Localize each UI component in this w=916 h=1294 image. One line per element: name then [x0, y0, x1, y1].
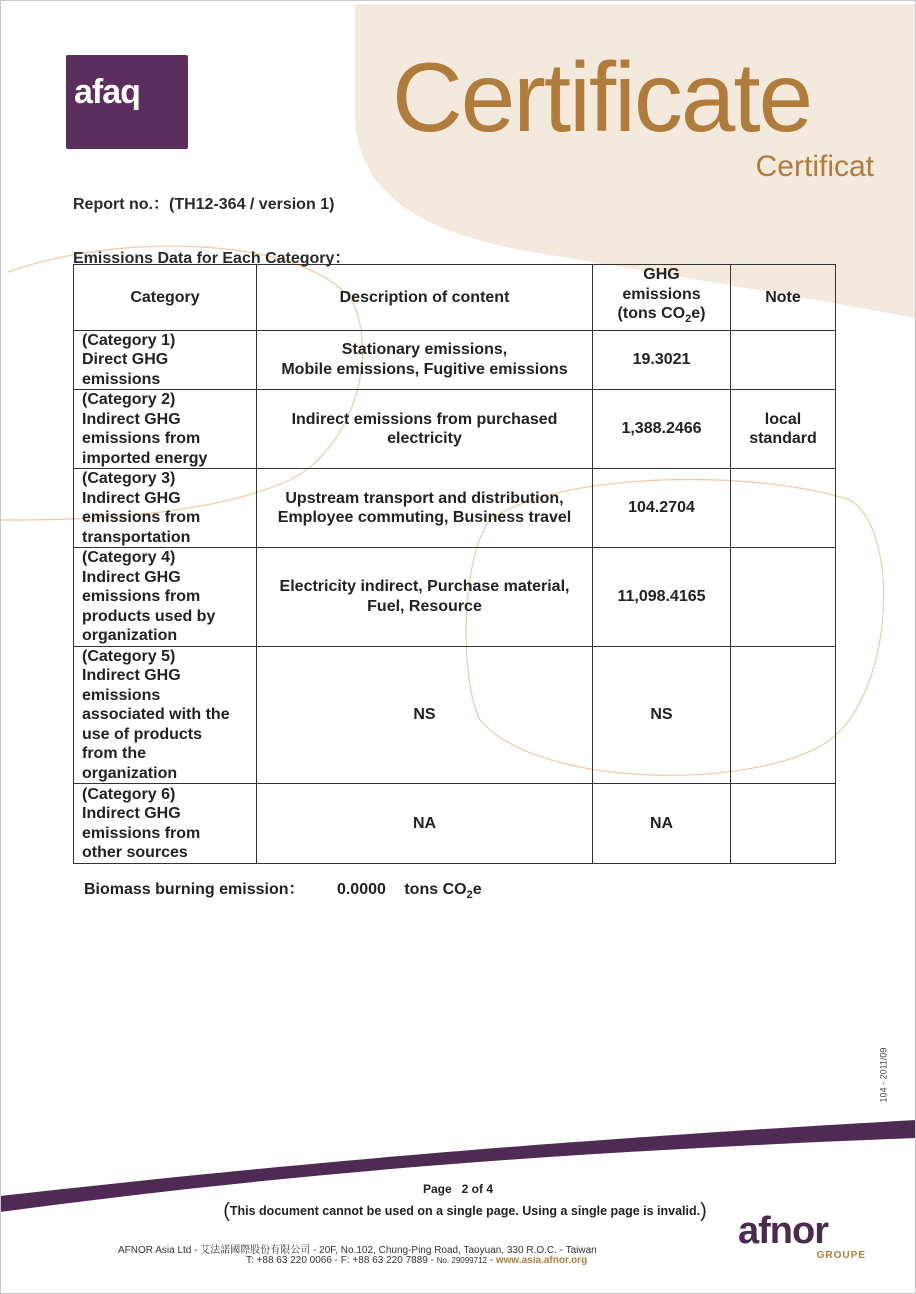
category-cell-line: from the — [82, 745, 146, 763]
category-cell-line: products used by — [82, 607, 216, 625]
afaq-logo-text: afaq — [74, 73, 140, 111]
emission-value-cell: 11,098.4165 — [593, 548, 731, 647]
description-cell — [257, 646, 593, 784]
address-line-2 — [246, 1255, 587, 1266]
category-cell-line: (Category 4) — [82, 549, 176, 567]
disclaimer-text: This document cannot be used on a single page. Using a single page is invalid. — [229, 1204, 701, 1218]
form-code-text: 104 - 2011/09 — [878, 1047, 889, 1103]
page-of: 2 of 4 — [461, 1182, 494, 1196]
biomass-unit-post: e — [472, 881, 482, 898]
description-cell — [257, 784, 593, 864]
afnor-logo-text: afnor — [738, 1210, 828, 1252]
category-cell-line: (Category 5) — [82, 647, 176, 665]
address-phone: T: +88 63 220 0066 - F: +88 63 220 7889 - — [246, 1255, 437, 1266]
header-description: Description of content — [257, 265, 593, 331]
description-cell — [257, 469, 593, 548]
page-number — [0, 1182, 916, 1196]
paren-open: ( — [223, 1200, 230, 1222]
biomass-unit-sub: 2 — [466, 889, 473, 902]
description-cell-line: Fuel, Resource — [367, 597, 482, 615]
header-ghg-unit-pre: (tons CO — [617, 305, 686, 322]
header-category: Category — [74, 265, 257, 331]
category-cell-line: (Category 1) — [82, 331, 176, 349]
description-cell — [257, 390, 593, 469]
category-cell-line: emissions from — [82, 430, 201, 448]
category-cell-line: Indirect GHG — [82, 410, 181, 428]
section-title: Emissions Data for Each Category： — [73, 250, 351, 267]
category-cell-line: Indirect GHG — [82, 568, 181, 586]
category-cell-line: emissions from — [82, 509, 201, 527]
category-cell-line: (Category 2) — [82, 391, 176, 409]
website-link[interactable]: www.asia.afnor.org — [495, 1255, 588, 1266]
biomass-unit — [404, 881, 482, 902]
category-cell-line: organization — [82, 627, 178, 645]
table-header-row — [74, 265, 836, 331]
header-ghg-line2: emissions — [622, 285, 701, 303]
description-cell — [257, 548, 593, 647]
table-row — [74, 390, 836, 469]
note-cell — [731, 784, 836, 864]
category-cell-line: emissions from — [82, 588, 201, 606]
description-cell-line: electricity — [387, 430, 462, 448]
paren-close: ) — [700, 1200, 707, 1222]
footer-purple-band — [0, 1120, 916, 1212]
description-cell — [257, 330, 593, 390]
certificate-title: Certificate — [392, 42, 812, 152]
note-cell — [731, 548, 836, 647]
header-ghg-unit-post: e) — [691, 305, 706, 322]
table-row — [74, 784, 836, 864]
emission-value-cell: NA — [593, 784, 731, 864]
category-cell — [74, 390, 257, 469]
address-line-1: AFNOR Asia Ltd - 艾法諾國際股份有限公司 - 20F, No.102, Chung-Ping Road, Taoyuan, 330 R.O.C. - Taiwan — [118, 1245, 597, 1256]
category-cell-line: Indirect GHG — [82, 667, 181, 685]
category-cell — [74, 646, 257, 784]
report-number: Report no.：(TH12-364 / version 1) — [73, 196, 335, 213]
address-sep: - — [486, 1255, 496, 1266]
description-cell-line: Stationary emissions, — [341, 341, 508, 359]
emission-value-cell: 1,388.2466 — [593, 390, 731, 469]
note-cell — [731, 390, 836, 469]
header-ghg-unit-sub: 2 — [685, 313, 692, 326]
emission-value-cell: NS — [593, 646, 731, 784]
table-row — [74, 646, 836, 784]
table-row — [74, 330, 836, 390]
note-cell-line: local — [764, 410, 802, 428]
category-cell-line: emissions — [82, 370, 161, 388]
header-ghg-line1: GHG — [643, 266, 680, 283]
biomass-value: 0.0000 — [336, 881, 386, 898]
page-label: Page — [422, 1182, 452, 1196]
description-cell-line: Indirect emissions from purchased — [291, 410, 558, 428]
address-number: No. 29099712 — [436, 1256, 487, 1265]
description-cell-line: NS — [413, 706, 436, 724]
category-cell-line: (Category 3) — [82, 470, 176, 488]
form-code — [878, 1046, 896, 1106]
emissions-table — [73, 264, 836, 864]
category-cell-line: associated with the — [82, 706, 230, 724]
category-cell-line: (Category 6) — [82, 785, 176, 803]
description-cell-line: Employee commuting, Business travel — [277, 509, 572, 527]
category-cell-line: use of products — [82, 725, 203, 743]
description-cell-line: NA — [412, 814, 437, 832]
category-cell-line: imported energy — [82, 449, 208, 467]
header-ghg — [593, 265, 731, 331]
afnor-groupe-text: GROUPE — [816, 1250, 866, 1261]
description-cell-line: Upstream transport and distribution, — [285, 489, 564, 507]
emission-value-cell: 19.3021 — [593, 330, 731, 390]
category-cell-line: other sources — [82, 844, 188, 862]
note-cell-line: standard — [749, 430, 817, 448]
table-row — [74, 469, 836, 548]
table-body — [74, 330, 836, 864]
note-cell — [731, 469, 836, 548]
emission-value-cell: 104.2704 — [593, 469, 731, 548]
header-ghg-line3 — [599, 304, 724, 330]
afaq-logo — [66, 55, 188, 149]
category-cell — [74, 784, 257, 864]
category-cell-line: Indirect GHG — [82, 489, 181, 507]
category-cell — [74, 469, 257, 548]
biomass-unit-pre: tons CO — [404, 881, 467, 898]
category-cell-line: transportation — [82, 528, 191, 546]
biomass-emission — [84, 876, 482, 901]
afnor-logo — [738, 1212, 870, 1266]
category-cell-line: Direct GHG — [82, 351, 169, 369]
note-cell — [731, 646, 836, 784]
category-cell — [74, 548, 257, 647]
certificate-subtitle: Certificat — [755, 150, 874, 183]
category-cell-line: Indirect GHG — [82, 805, 181, 823]
description-cell-line: Mobile emissions, Fugitive emissions — [281, 360, 568, 378]
table-row — [74, 548, 836, 647]
description-cell-line: Electricity indirect, Purchase material, — [279, 578, 570, 596]
category-cell-line: emissions — [82, 686, 161, 704]
note-cell — [731, 330, 836, 390]
biomass-label: Biomass burning emission： — [84, 881, 305, 898]
category-cell-line: emissions from — [82, 824, 201, 842]
category-cell-line: organization — [82, 764, 178, 782]
header-note: Note — [731, 265, 836, 331]
category-cell — [74, 330, 257, 390]
